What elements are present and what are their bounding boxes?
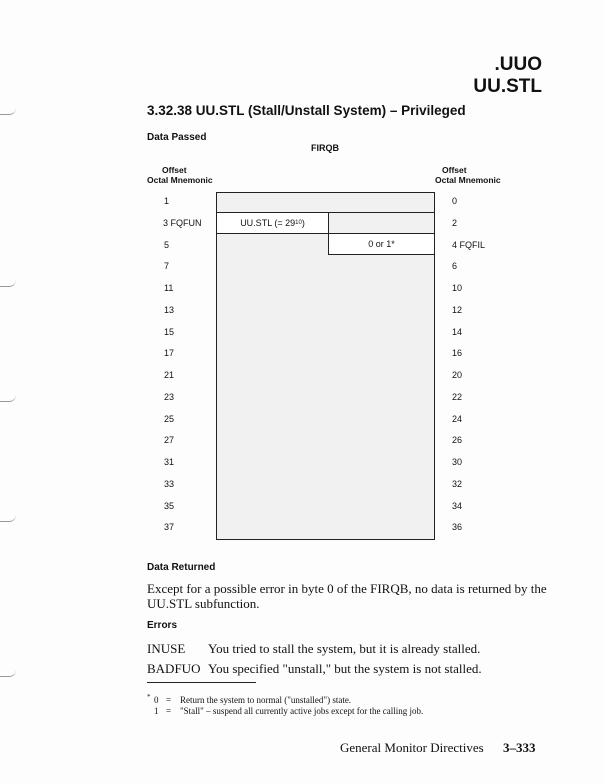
left-offset-label: 17 [164,348,175,359]
left-offset-label: 33 [164,478,175,489]
error-desc: You tried to stall the system, but it is already stalled. [208,641,481,656]
footnote-rule [147,682,256,683]
right-offset-label: 20 [452,370,463,380]
left-header-offset: Offset [162,165,187,175]
left-offset-label: 1 [164,196,170,206]
right-offset-label: 12 [452,304,463,315]
left-offset-label: 23 [164,391,175,402]
right-offset-label: 32 [452,478,463,489]
error-code: INUSE [147,641,186,656]
left-offset-label: 5 [164,239,170,250]
right-offset-label: 4 FQFIL [452,239,486,250]
right-offset-label: 16 [452,348,463,359]
errors-heading: Errors [147,620,178,631]
header-line2: UU.STL [473,76,542,97]
firqb-diagram [216,192,435,540]
right-header-offset: Offset [442,165,467,175]
footnote-eq: = [166,695,172,705]
fqfun-subscript: 10 [295,220,302,226]
right-offset-label: 30 [452,457,463,467]
right-offset-label: 2 [452,217,458,228]
right-offset-label: 6 [452,261,458,272]
right-offset-label: 34 [452,500,463,511]
right-offset-label: 24 [452,413,463,424]
right-offset-label: 22 [452,391,463,402]
left-offset-label: 11 [164,283,174,293]
error-desc: You specified "unstall," but the system is not stalled. [208,661,482,676]
header-line1: .UUO [494,54,542,75]
right-offset-label: 10 [452,283,463,293]
left-offset-label: 21 [164,370,175,380]
fqfil-cell: 0 or 1* [328,233,435,255]
footnote-eq: = [166,706,172,716]
left-offset-label: 7 [164,261,170,272]
fqfun-cell [216,212,329,234]
margin-mark [0,395,16,402]
right-offset-label: 0 [452,196,458,206]
fqfun-close: ) [301,218,305,228]
footer-title: General Monitor Directives [340,740,484,755]
footnote-text: Return the system to normal ("unstalled") state. [180,695,352,705]
right-header-mnemonic: Octal Mnemonic [435,175,501,185]
left-offset-label: 15 [164,326,175,337]
footnote-text: "Stall" – suspend all currently active jobs except for the calling job. [180,706,424,716]
left-offset-label: 27 [164,435,175,446]
footnote-mark: * [147,693,151,701]
error-code: BADFUO [147,661,201,676]
fqfun-value: UU.STL (= 29 [240,218,296,228]
data-returned-text: Except for a possible error in byte 0 of the FIRQB, no data is returned by the UU.STL subfunction. [147,581,547,611]
left-offset-label: 13 [164,304,175,315]
data-passed-heading: Data Passed [147,132,207,143]
left-header-mnemonic: Octal Mnemonic [147,175,213,185]
left-offset-label: 37 [164,522,175,533]
right-offset-label: 36 [452,522,463,533]
section-title: 3.32.38 UU.STL (Stall/Unstall System) – Privileged [147,103,466,118]
margin-mark [0,108,16,115]
left-offset-label: 31 [164,457,175,467]
margin-mark [0,670,16,677]
byte2-cell [328,212,435,234]
right-offset-label: 26 [452,435,463,446]
footnote-value: 1 [154,706,159,716]
data-returned-heading: Data Returned [147,562,216,573]
block-name: FIRQB [311,143,339,153]
left-offset-label: 3 FQFUN [163,217,202,228]
margin-mark [0,280,16,287]
page-number: 3–333 [503,740,536,755]
right-offset-label: 14 [452,326,463,337]
left-offset-label: 25 [164,413,175,424]
footnote-value: 0 [154,695,159,705]
margin-mark [0,515,16,522]
left-offset-label: 35 [164,500,175,511]
